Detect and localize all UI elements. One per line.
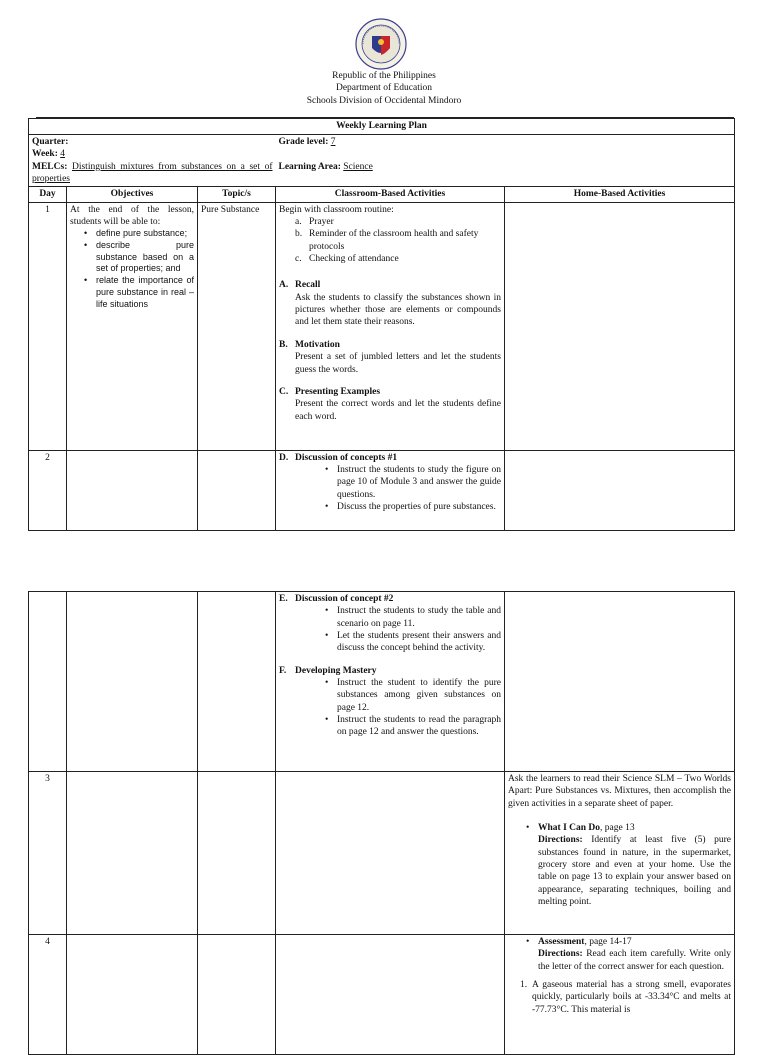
- day2-number: 2: [29, 450, 67, 530]
- table-row-day3: [29, 772, 735, 935]
- header-department: Department of Education: [335, 83, 433, 93]
- objective-item: • describe pure substance based on a set of properties; and: [78, 240, 194, 275]
- discussion2-item: • Let the students present their answers and discuss the concept behind the activity.: [319, 630, 501, 655]
- day2-classroom-cont: [276, 592, 505, 772]
- day4-number: 4: [29, 935, 67, 1055]
- deped-seal-logo: [355, 18, 407, 70]
- motivation-section: B. Motivation: [279, 339, 340, 350]
- day1-topic: Pure Substance: [198, 202, 276, 450]
- weekly-plan-table-page2: [28, 591, 735, 1055]
- discussion2-item: • Instruct the students to study the table and scenario on page 11.: [319, 605, 501, 630]
- col-header-topics: Topic/s: [198, 187, 276, 202]
- day1-classroom: Begin with classroom routine: a. Prayer b. Reminder of the classroom health and safety protocols c. Checking of attendance A. Recall Ask the students to classify the substances shown in pictures whether those are elements or compounds and let them state their reasons. B. Motivation Present a set of jumbled letters and let the students guess the words. C. Presenting Examples Present the correct words and let the students define each word.: [276, 202, 505, 450]
- col-header-classroom: Classroom-Based Activities: [276, 187, 505, 202]
- recall-section: A. Recall: [279, 280, 321, 291]
- day3-home: Ask the learners to read their Science SLM – Two Worlds Apart: Pure Substances vs. Mixtures, then accomplish the given activities in a separate sheet of paper. • What I Can Do, page 13 Directions: Identify at least five (5) pure substances found in nature, in the supermarket, grocery store and even at your home. Use the table on page 13 to explain your answer based on appearance, separating techniques, boiling and melting point.: [505, 772, 735, 935]
- area-value: Science: [343, 161, 373, 172]
- discussion1-section: D. Discussion of concepts #1: [279, 452, 398, 463]
- discussion1-item: • Instruct the students to study the figure on page 10 of Module 3 and answer the guide questions.: [319, 464, 501, 501]
- objective-item: • relate the importance of pure substance in real – life situations: [78, 275, 194, 310]
- what-i-can-do-item: • What I Can Do, page 13 Directions: Identify at least five (5) pure substances found in nature, in the supermarket, grocery store and even at your home. Use the table on page 13 to explain your answer based on appearance, separating techniques, boiling and melting point.: [520, 822, 731, 908]
- table-row-day4: [29, 935, 735, 1055]
- grade-value: 7: [330, 137, 336, 147]
- week-label: Week:: [32, 149, 58, 160]
- area-label: Learning Area:: [278, 161, 341, 172]
- info-left-cell: [29, 135, 276, 187]
- discussion2-section: E. Discussion of concept #2: [279, 594, 394, 604]
- day1-number: 1: [29, 202, 67, 450]
- table-row-day1: [29, 202, 735, 450]
- col-header-objectives: Objectives: [67, 187, 198, 202]
- header-division: Schools Division of Occidental Mindoro: [306, 96, 462, 106]
- info-right-cell: [276, 135, 735, 187]
- table-row-day2-cont: [29, 592, 735, 772]
- doc-title: Weekly Learning Plan: [336, 121, 427, 131]
- column-header-row: [29, 187, 735, 202]
- mastery-item: • Instruct the student to identify the pure substances among given substances on page 12.: [319, 677, 501, 714]
- day2-home: [505, 450, 735, 530]
- question-1: 1. A gaseous material has a strong smell, evaporates quickly, particularly boils at -33.34°C and melts at -77.73°C. This material is: [520, 980, 731, 1015]
- assessment-item: • Assessment, page 14-17 Directions: Read each item carefully. Write only the letter of the correct answer for each question.: [520, 936, 731, 973]
- routine-item: a. Prayer: [295, 217, 334, 228]
- routine-item: c. Checking of attendance: [295, 254, 399, 265]
- mastery-section: F. Developing Mastery: [279, 665, 377, 676]
- header-republic: Republic of the Philippines: [332, 71, 436, 81]
- day2-objectives: [67, 450, 198, 530]
- day2-topic: [198, 450, 276, 530]
- day1-home: [505, 202, 735, 450]
- day4-home: [505, 935, 735, 1055]
- examples-section: C. Presenting Examples: [279, 386, 381, 397]
- day3-number: 3: [29, 772, 67, 935]
- weekly-plan-table-page1: [28, 118, 735, 531]
- melcs-value: Distinguish mixtures from substances on a set of properties: [32, 161, 273, 185]
- col-header-home: Home-Based Activities: [505, 187, 735, 202]
- discussion1-item: • Discuss the properties of pure substances.: [319, 501, 501, 513]
- day2-classroom: [276, 450, 505, 530]
- objective-item: • define pure substance;: [78, 228, 194, 240]
- mastery-item: • Instruct the students to read the paragraph on page 12 and answer the questions.: [319, 714, 501, 739]
- week-value: 4: [60, 149, 65, 160]
- quarter-label: Quarter:: [32, 137, 69, 147]
- doc-title-cell: [29, 119, 735, 135]
- routine-item: b. Reminder of the classroom health and safety protocols: [295, 229, 479, 252]
- day1-objectives: At the end of the lesson, students will be able to: • define pure substance; • describe pure substance based on a set of properties; and • relate the importance of pure substance in real – life situations: [67, 202, 198, 450]
- table-row-day2: [29, 450, 735, 530]
- col-header-day: Day: [29, 187, 67, 202]
- melcs-label: MELCs:: [32, 161, 68, 172]
- grade-label: Grade level:: [278, 137, 329, 147]
